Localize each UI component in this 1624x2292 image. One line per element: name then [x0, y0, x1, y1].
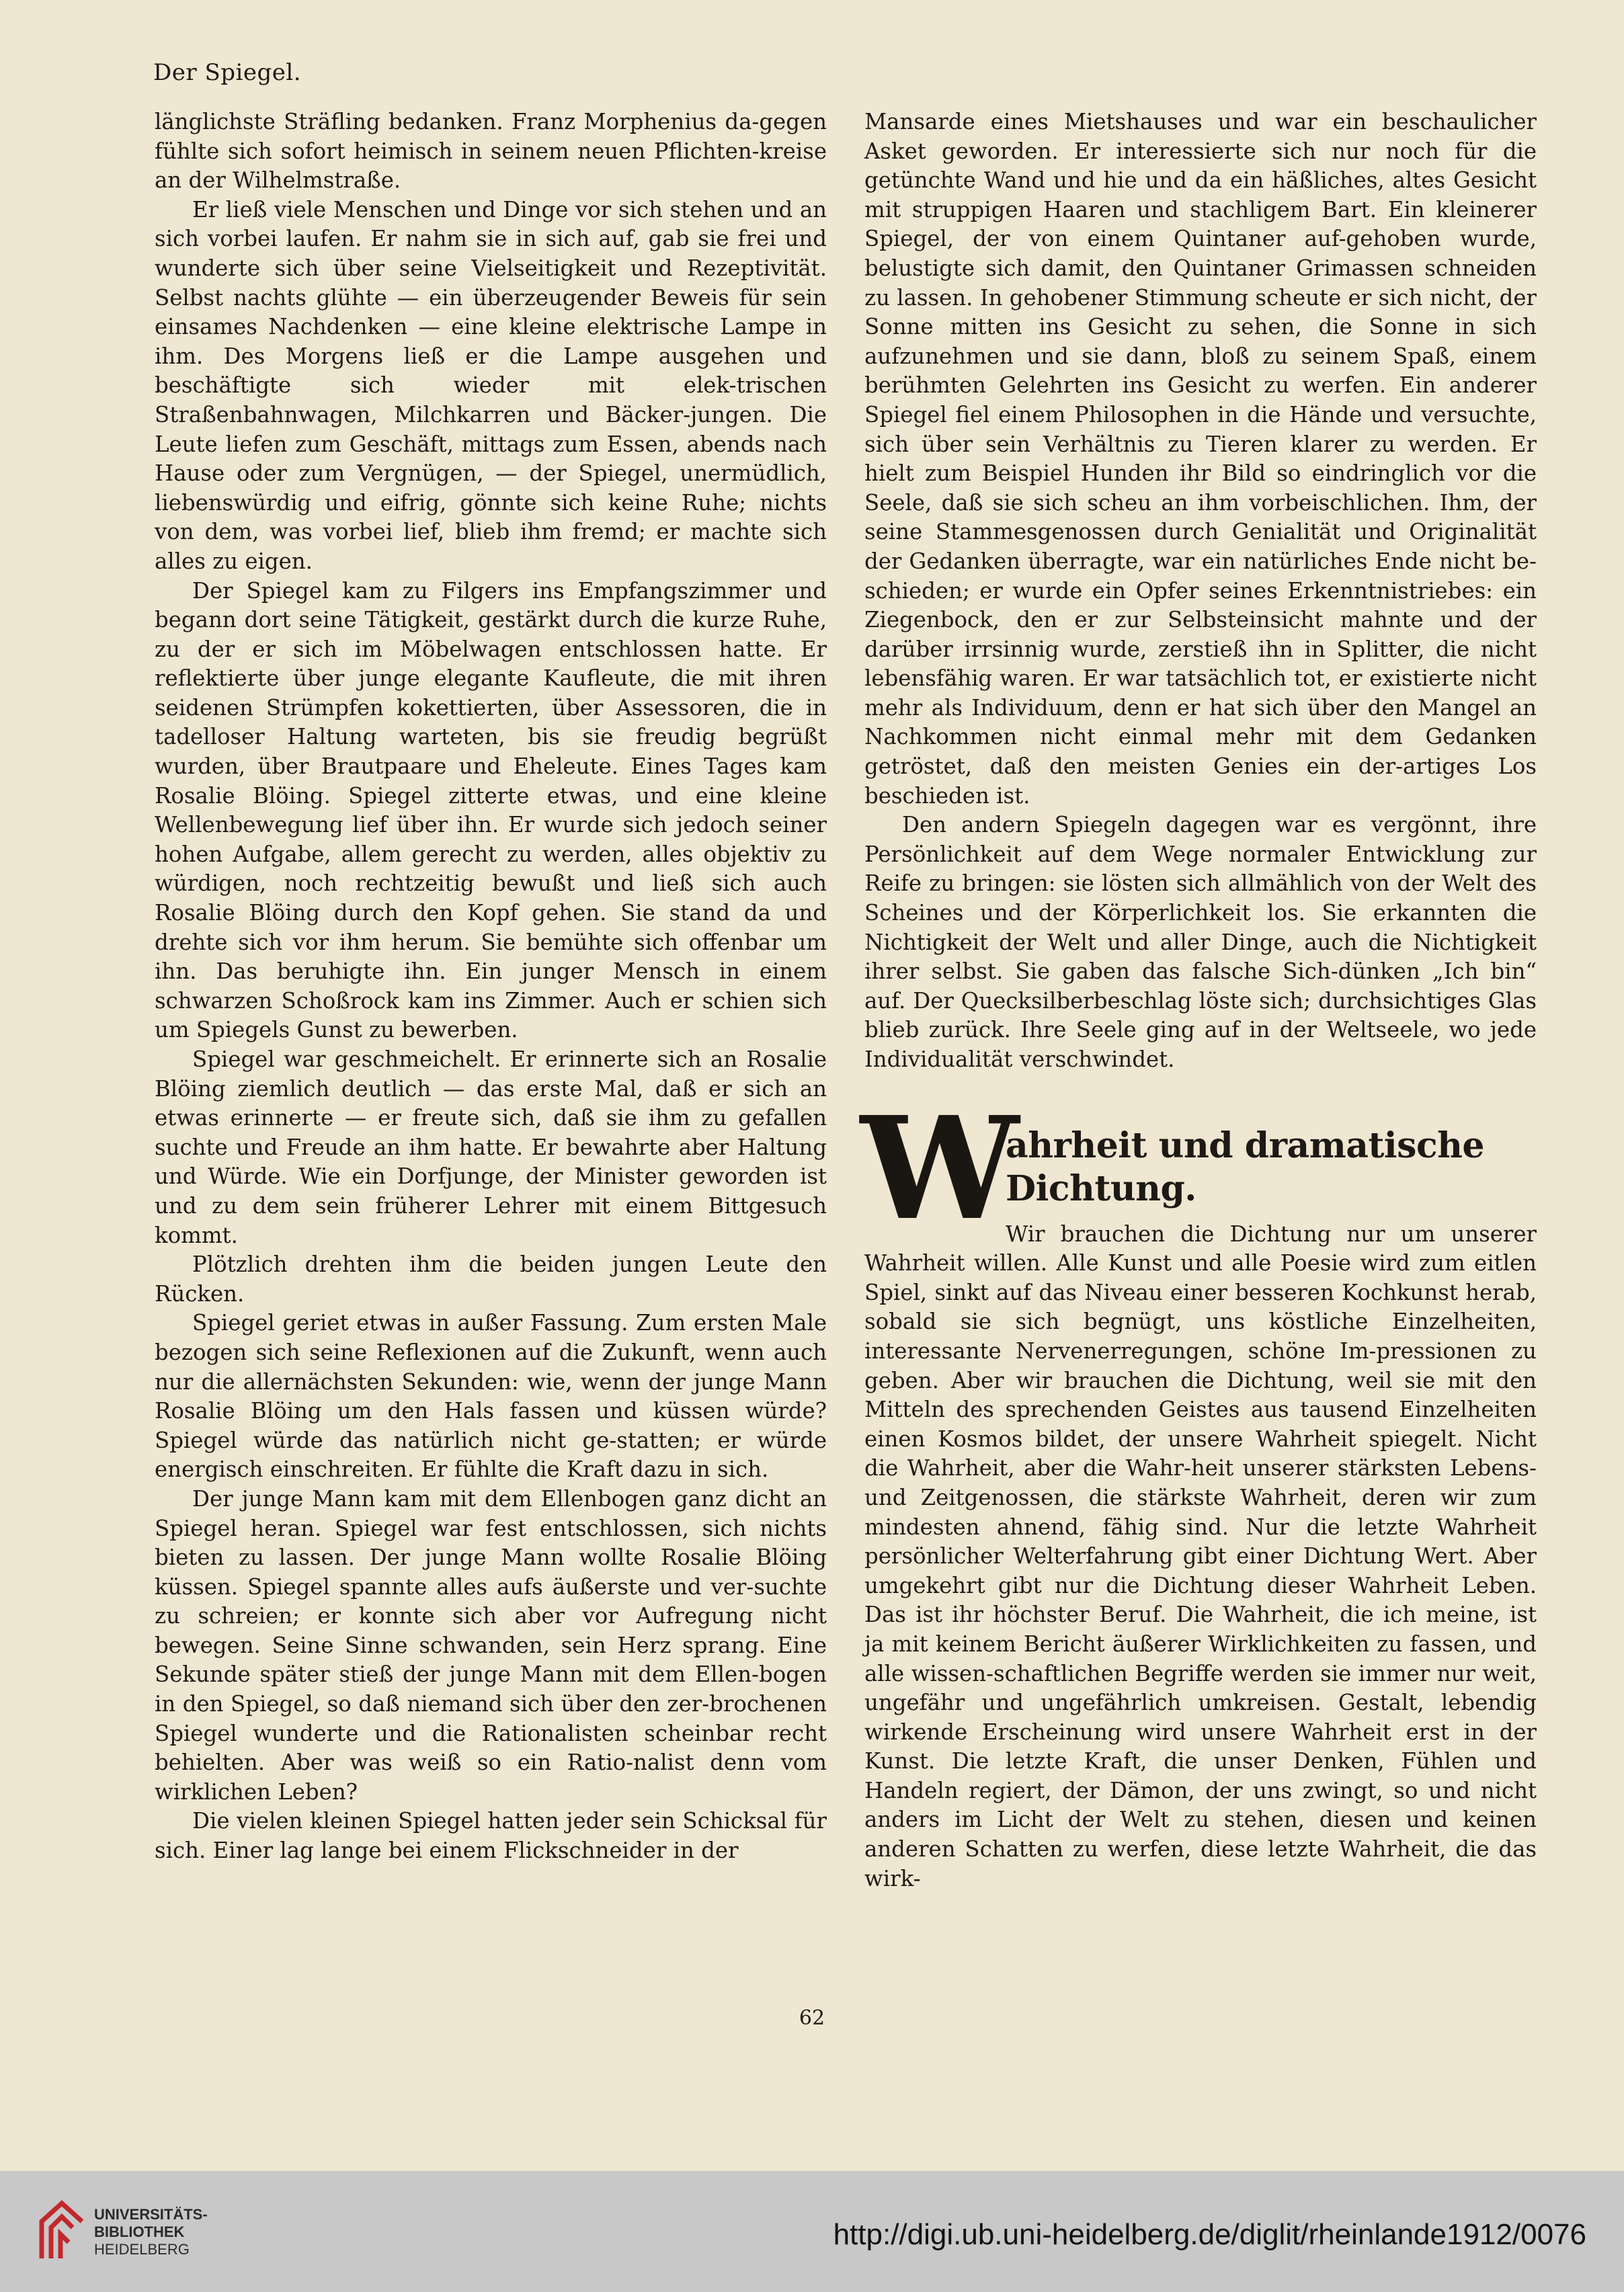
paragraph: Plötzlich drehten ihm die beiden jungen Leute den Rücken. [155, 1252, 827, 1307]
heidelberg-library-logo-icon [35, 2198, 89, 2265]
paragraph: Die vielen kleinen Spiegel hatten jeder sein Schicksal für sich. Einer lag lange bei einem Flickschneider in der [155, 1808, 827, 1864]
permalink-url[interactable]: http://digi.ub.uni-heidelberg.de/diglit/rheinlande1912/0076 [833, 2218, 1586, 2251]
library-name-line: UNIVERSITÄTS- [94, 2206, 208, 2223]
paragraph: Spiegel geriet etwas in außer Fassung. Zum ersten Male bezogen sich seine Reflexionen auf die Zukunft, wenn auch nur die allernächsten Sekunden: wie, wenn der junge Mann Rosalie Blöing um den Hals fassen und küssen würde? Spiegel würde das natürlich nicht ge-statten; er würde energisch einschreiten. Er fühlte die Kraft dazu in sich. [155, 1310, 827, 1483]
drop-cap: W [860, 1085, 1019, 1252]
paragraph: Der Spiegel kam zu Filgers ins Empfangszimmer und begann dort seine Tätigkeit, gestärkt durch die kurze Ruhe, zu der er sich im Möbelwagen entschlossen hatte. Er reflektierte über junge elegante Kaufleute, die mit ihren seidenen Strümpfen kokettierten, über Assessoren, die in tadelloser Haltung warteten, bis sie freudig begrüßt wurden, über Brautpaare und Eheleute. Eines Tages kam Rosalie Blöing. Spiegel zitterte etwas, und eine kleine Wellenbewegung lief über ihn. Er wurde sich jedoch seiner hohen Aufgabe, allem gerecht zu werden, alles objektiv zu würdigen, noch rechtzeitig bewußt und ließ sich auch Rosalie Blöing durch den Kopf gehen. Sie stand da und drehte sich vor ihm herum. Sie bemühte sich offenbar um ihn. Das beruhigte ihn. Ein junger Mensch in einem schwarzen Schoßrock kam ins Zimmer. Auch er schien sich um Spiegels Gunst zu bewerben. [155, 577, 827, 1043]
library-name [94, 2206, 208, 2258]
paragraph: Er ließ viele Menschen und Dinge vor sich stehen und an sich vorbei laufen. Er nahm sie in sich auf, gab sie frei und wunderte sich über seine Vielseitigkeit und Rezeptivität. Selbst nachts glühte — ein überzeugender Beweis für sein einsames Nachdenken — eine kleine elektrische Lampe in ihm. Des Morgens ließ er die Lampe ausgehen und beschäftigte sich wieder mit elek-trischen Straßenbahnwagen, Milchkarren und Bäcker-jungen. Die Leute liefen zum Geschäft, mittags zum Essen, abends nach Hause oder zum Vergnügen, — der Spiegel, unermüdlich, liebenswürdig und eifrig, gönnte sich keine Ruhe; nichts von dem, was vorbei lief, blieb ihm fremd; er machte sich alles zu eigen. [155, 196, 827, 574]
paragraph: länglichste Sträfling bedanken. Franz Morphenius da-gegen fühlte sich sofort heimisch in seinem neuen Pflichten-kreise an der Wilhelmstraße. [155, 109, 827, 194]
right-column [860, 108, 1537, 1893]
paragraph: Spiegel war geschmeichelt. Er erinnerte sich an Rosalie Blöing ziemlich deutlich — das erste Mal, daß er sich an etwas erinnerte — er freute sich, daß sie ihm zu gefallen suchte und Freude an ihm hatte. Er bewahrte aber Haltung und Würde. Wie ein Dorfjunge, der Minister geworden ist und zu dem sein früherer Lehrer mit einem Bittgesuch kommt. [155, 1047, 827, 1248]
left-column [155, 108, 827, 1866]
paragraph: Den andern Spiegeln dagegen war es vergönnt, ihre Persönlichkeit auf dem Wege normaler Entwicklung zur Reife zu bringen: sie lösten sich allmählich von der Welt des Scheines und der Körperlichkeit los. Sie erkannten die Nichtigkeit der Welt und aller Dinge, auch die Nichtigkeit ihrer selbst. Sie gaben das falsche Sich-dünken „Ich bin“ auf. Der Quecksilberbeschlag löste sich; durchsichtiges Glas blieb zurück. Ihre Seele ging auf in der Weltseele, wo jede Individualität verschwindet. [864, 812, 1537, 1072]
library-name-line: BIBLIOTHEK [94, 2223, 185, 2240]
paragraph: Der junge Mann kam mit dem Ellenbogen ganz dicht an Spiegel heran. Spiegel war fest entschlossen, sich nichts bieten zu lassen. Der junge Mann wollte Rosalie Blöing küssen. Spiegel spannte alles aufs äußerste und ver-suchte zu schreien; er konnte sich aber vor Aufregung nicht bewegen. Seine Sinne schwanden, sein Herz sprang. Eine Sekunde später stieß der junge Mann mit dem Ellen-bogen in den Spiegel, so daß niemand sich über den zer-brochenen Spiegel wunderte und die Rationalisten scheinbar recht behielten. Aber was weiß so ein Ratio-nalist denn vom wirklichen Leben? [155, 1485, 827, 1805]
paragraph: Mansarde eines Mietshauses und war ein beschaulicher Asket geworden. Er interessierte sich nur noch für die getünchte Wand und hie und da ein häßliches, altes Gesicht mit struppigen Haaren und stachligem Bart. Ein kleinerer Spiegel, der von einem Quintaner auf-gehoben wurde, belustigte sich damit, den Quintaner Grimassen schneiden zu lassen. In gehobener Stimmung scheute er sich nicht, der Sonne mitten ins Gesicht zu sehen, die Sonne in sich aufzunehmen und sie dann, bloß zu seinem Spaß, einem berühmten Gelehrten ins Gesicht zu werfen. Ein anderer Spiegel fiel einem Philosophen in die Hände und versuchte, sich über sein Verhältnis zu Tieren klarer zu werden. Er hielt zum Beispiel Hunden ihr Bild so eindringlich vor die Seele, daß sie sich scheu an ihm vorbeischlichen. Ihm, der seine Stammesgenossen durch Genialität und Originalität der Gedanken überragte, war ein natürliches Ende nicht be-schieden; er wurde ein Opfer seines Erkenntnistriebes: ein Ziegenbock, den er zur Selbsteinsicht mahnte und der darüber irrsinnig wurde, zerstieß ihn in Splitter, die nicht lebensfähig waren. Er war tatsächlich tot, er existierte nicht mehr als Individuum, denn er hat sich über den Mangel an Nachkommen nicht einmal mehr mit dem Gedanken getröstet, daß den meisten Genies ein der-artiges Los beschieden ist. [864, 109, 1537, 809]
footer-bar [0, 2171, 1624, 2292]
section-title: ahrheit und dramatische Dichtung. [1006, 1124, 1485, 1209]
library-name-line: HEIDELBERG [94, 2241, 190, 2258]
running-head: Der Spiegel. [153, 59, 302, 86]
page-number: 62 [799, 2006, 825, 2030]
section-body: Wir brauchen die Dichtung nur um unserer Wahrheit willen. Alle Kunst und alle Poesie wird zum eitlen Spiel, sinkt auf das Niveau einer besseren Kochkunst herab, sobald sie sich begnügt, uns köstliche Einzelheiten, interessante Nervenerregungen, schöne Im-pressionen zu geben. Aber wir brauchen die Dichtung, weil sie mit den Mitteln des sprechenden Geistes aus tausend Einzelheiten einen Kosmos bildet, der unsere Wahrheit spiegelt. Nicht die Wahrheit, aber die Wahr-heit unserer stärksten Lebens- und Zeitgenossen, die stärkste Wahrheit, deren wir zum mindesten ahnend, fähig sind. Nur die letzte Wahrheit persönlicher Welterfahrung gibt einer Dichtung Wert. Aber umgekehrt gibt nur die Dichtung dieser Wahrheit Leben. Das ist ihr höchster Beruf. Die Wahrheit, die ich meine, ist ja mit keinem Bericht äußerer Wirklichkeiten zu fassen, und alle wissen-schaftlichen Begriffe werden sie immer nur weit, ungefähr und ungefährlich umkreisen. Gestalt, lebendig wirkende Erscheinung wird unsere Wahrheit erst in der Kunst. Die letzte Kraft, die unser Denken, Fühlen und Handeln regiert, der Dämon, der uns zwingt, so und nicht anders im Licht der Welt zu stehen, diesen und keinen anderen Schatten zu werfen, diese letzte Wahrheit, die das wirk- [864, 1221, 1537, 1891]
section [860, 1085, 1537, 1894]
